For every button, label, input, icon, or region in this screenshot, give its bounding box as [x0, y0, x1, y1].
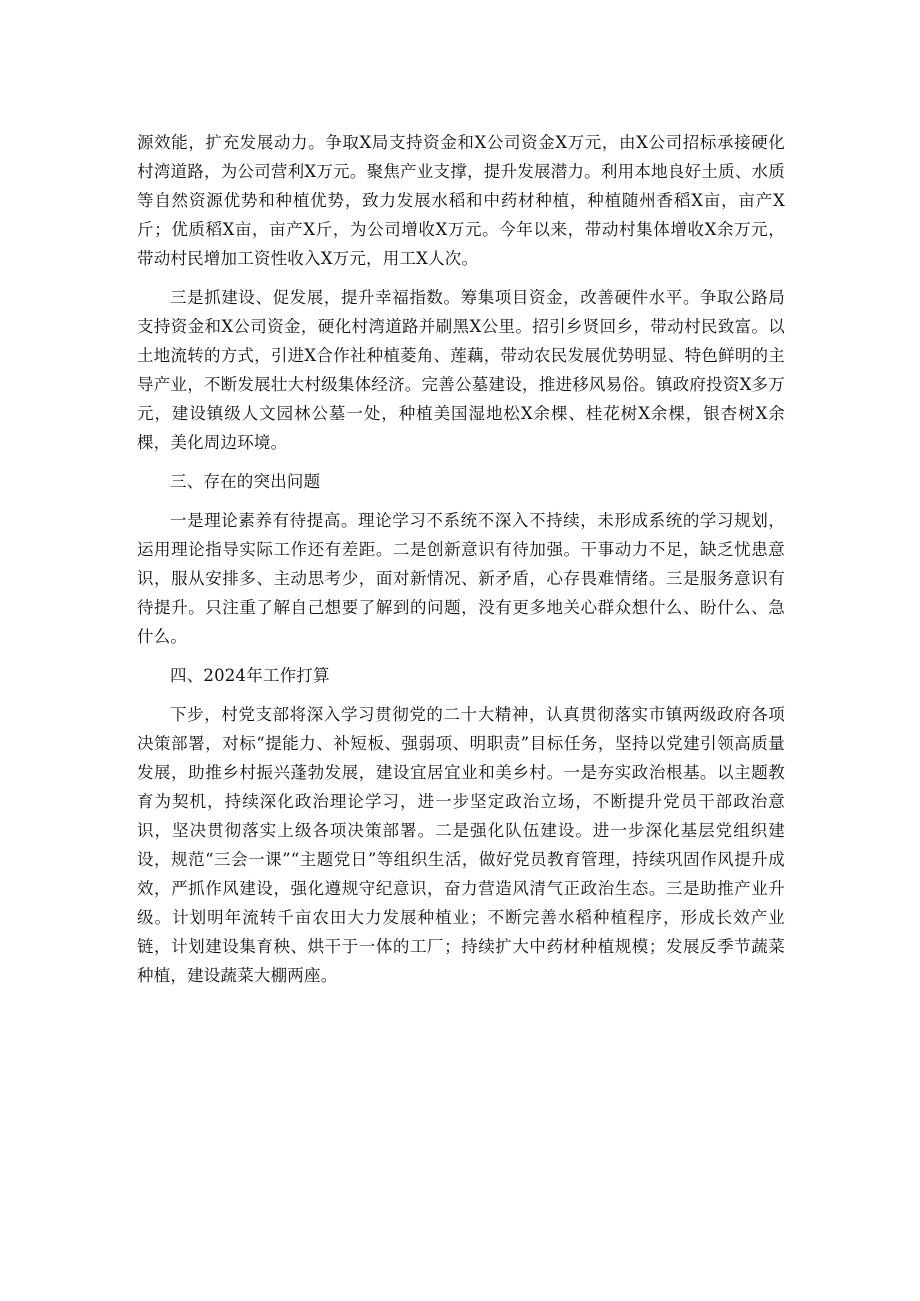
paragraph-1: 源效能，扩充发展动力。争取X局支持资金和X公司资金X万元，由X公司招标承接硬化村湾道路，为公司营利X万元。聚焦产业支撑，提升发展潜力。利用本地良好土质、水质等自然资源优势和种植优势，致力发展水稻和中药材种植，种植随州香稻X亩，亩产X斤；优质稻X亩，亩产X斤，为公司增收X万元。今年以来，带动村集体增收X余万元，带动村民增加工资性收入X万元，用工X人次。	[137, 133, 785, 268]
paragraph-4: 下步，村党支部将深入学习贯彻党的二十大精神，认真贯彻落实市镇两级政府各项决策部署，对标“提能力、补短板、强弱项、明职责”目标任务，坚持以党建引领高质量发展，助推乡村振兴蓬勃发展，建设宜居宜业和美乡村。一是夯实政治根基。以主题教育为契机，持续深化政治理论学习，进一步坚定政治立场，不断提升党员干部政治意识，坚决贯彻落实上级各项决策部署。二是强化队伍建设。进一步深化基层党组织建设，规范“三会一课”“主题党日”等组织生活，做好党员教育管理，持续巩固作风提升成效，严抓作风建设，强化遵规守纪意识，奋力营造风清气正政治生态。三是助推产业升级。计划明年流转千亩农田大力发展种植业；不断完善水稻种植程序，形成长效产业链，计划建设集育秧、烘干于一体的工厂；持续扩大中药材种植规模；发展反季节蔬菜种植，建设蔬菜大棚两座。	[137, 705, 785, 985]
section-heading-4: 四、2024年工作打算	[170, 666, 330, 685]
section-heading-3: 三、存在的突出问题	[170, 472, 321, 491]
paragraph-2: 三是抓建设、促发展，提升幸福指数。筹集项目资金，改善硬件水平。争取公路局支持资金和X公司资金，硬化村湾道路并刷黑X公里。招引乡贤回乡，带动村民致富。以土地流转的方式，引进X合作社种植菱角、莲藕，带动农民发展优势明显、特色鲜明的主导产业，不断发展壮大村级集体经济。完善公墓建设，推进移风易俗。镇政府投资X多万元，建设镇级人文园林公墓一处，种植美国湿地松X余棵、桂花树X余棵，银杏树X余棵，美化周边环境。	[137, 288, 785, 452]
document-page	[137, 128, 785, 990]
paragraph-3: 一是理论素养有待提高。理论学习不系统不深入不持续，未形成系统的学习规划，运用理论指导实际工作还有差距。二是创新意识有待加强。干事动力不足，缺乏忧患意识，服从安排多、主动思考少，面对新情况、新矛盾，心存畏难情绪。三是服务意识有待提升。只注重了解自己想要了解到的问题，没有更多地关心群众想什么、盼什么、急什么。	[137, 511, 785, 646]
